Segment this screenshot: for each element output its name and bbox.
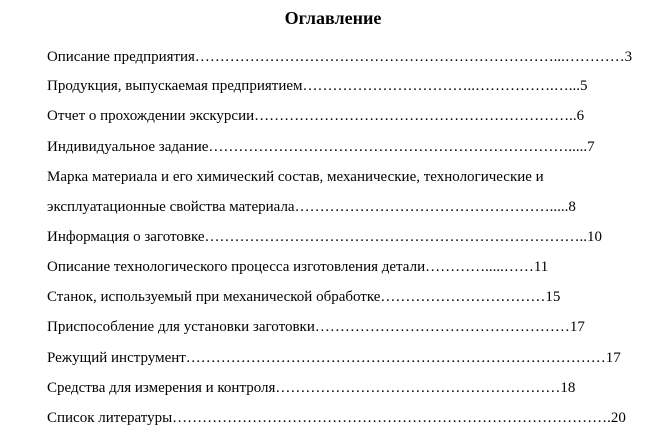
toc-entry: Индивидуальное задание……………………………………………………………….....7 — [47, 139, 595, 155]
toc-entry: Описание технологического процесса изготовления детали………….....……11 — [47, 259, 549, 275]
toc-entry: Марка материала и его химический состав, механические, технологические и — [47, 169, 544, 185]
toc-entry: Станок, используемый при механической обработке……………………………15 — [47, 289, 561, 305]
toc-entry: Режущий инструмент…………………………………………………………………………17 — [47, 350, 621, 366]
toc-entry: Продукция, выпускаемая предприятием……………………………..…………….…...5 — [47, 78, 588, 94]
toc-entry: Средства для измерения и контроля…………………………………………………18 — [47, 380, 576, 396]
toc-entry: Список литературы…………………………………………………………………………….20 — [47, 410, 626, 426]
toc-entry: Информация о заготовке…………………………………………………………………..10 — [47, 229, 603, 245]
toc-entry: Приспособление для установки заготовки……………………………………………17 — [47, 319, 585, 335]
toc-entry: Описание предприятия………………………………………………………………...…………3 — [47, 49, 633, 65]
page-title: Оглавление — [284, 8, 382, 28]
toc-entry: Отчет о прохождении экскурсии………………………………………………………..6 — [47, 108, 585, 124]
toc-entry: эксплуатационные свойства материала…………………………………………….....8 — [47, 199, 576, 215]
